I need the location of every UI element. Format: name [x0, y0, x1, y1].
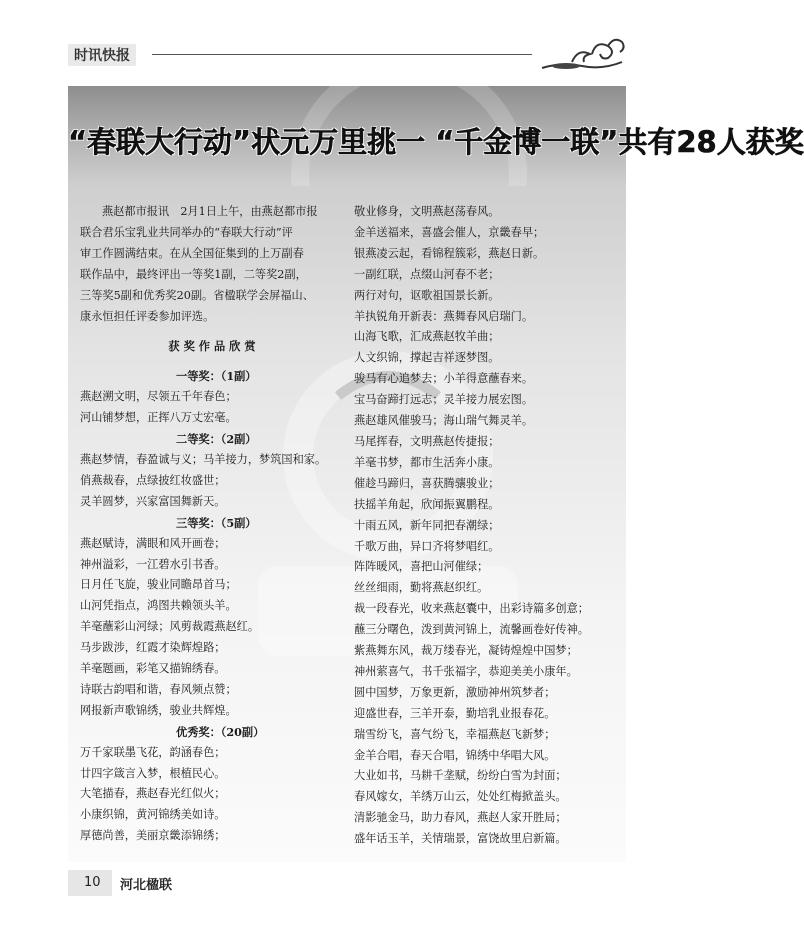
couplet-line: 金羊合唱，春天合唱，锦绣中华唱大风。	[354, 748, 556, 762]
couplet-line: 羊毫蘸彩山河绿；风剪裁霞燕赵红。	[80, 620, 260, 634]
left-column	[80, 202, 348, 847]
couplet-line: 瑞雪纷飞，喜气纷飞，幸福燕赵飞新梦；	[354, 727, 556, 741]
couplet-line: 万千家联墨飞花，韵涵春色；	[80, 745, 226, 759]
couplet-line: 羊毫书梦，都市生活奔小康。	[354, 455, 500, 469]
couplet-line: 燕赵赋诗，满眼和风开画卷；	[80, 536, 226, 550]
couplet-line: 燕赵梦情，春盈诚与义；马羊接力，梦筑国和家。	[80, 452, 327, 466]
article-body	[68, 186, 626, 862]
couplet-line: 俏燕裁春，点绿披红妆盛世；	[80, 473, 226, 487]
intro-line: 三等奖5副和优秀奖20副。省楹联学会屏福山、	[80, 288, 314, 302]
couplet-line: 马步跋涉，红霞才染辉煌路；	[80, 641, 226, 655]
couplet-line: 诗联古韵唱和谐，春风频点赞；	[80, 682, 237, 696]
intro-line: 联作品中，最终评出一等奖1副，二等奖2副，	[80, 267, 307, 281]
couplet-line: 马尾挥春，文明燕赵传捷报；	[354, 434, 500, 448]
couplet-line: 大业如书，马耕千垄赋，纷纷白雪为封面；	[354, 769, 567, 783]
headline: “春联大行动”状元万里挑一 “千金博一联”共有28人获奖	[68, 125, 804, 159]
header-rule	[152, 54, 532, 55]
couplet-line: 山河凭指点，鸿图共赖领头羊。	[80, 599, 237, 613]
couplet-line: 神州溢彩，一江碧水引书香。	[80, 557, 226, 571]
couplet-line: 裁一段春光，收来燕赵囊中，出彩诗篇多创意；	[354, 602, 589, 616]
headline-banner	[68, 86, 804, 186]
couplet-line: 千歌万曲，异口齐将梦唱红。	[354, 539, 500, 553]
couplet-line: 一副红联，点缀山河春不老；	[354, 267, 500, 281]
intro-line: 审工作圆满结束。在从全国征集到的上万副春	[80, 246, 304, 260]
couplet-line: 灵羊圆梦，兴家富国舞新天。	[80, 494, 226, 508]
couplet-line: 宝马奋蹄打远志；灵羊接力展宏图。	[354, 393, 534, 407]
couplet-line: 银燕凌云起，看锦程簇彩，燕赵日新。	[354, 246, 545, 260]
couplet-line: 迎盛世春，三羊开泰，勤培乳业报春花。	[354, 706, 556, 720]
couplet-line: 山海飞歌，汇成燕赵牧羊曲；	[354, 330, 500, 344]
award-label: 优秀奖：（20副）	[176, 724, 265, 739]
couplet-line: 燕赵雄风催骏马；海山瑞气舞灵羊。	[354, 414, 534, 428]
couplet-line: 催趁马蹄归，喜获腾骧骏业；	[354, 476, 500, 490]
couplet-line: 羊毫题画，彩笔又描锦绣春。	[80, 662, 226, 676]
award-label: 一等奖：（1副）	[176, 369, 257, 384]
couplet-line: 廿四字箴言入梦，根植民心。	[80, 766, 226, 780]
page-footer	[68, 870, 628, 900]
award-label: 二等奖：（2副）	[176, 432, 257, 447]
cloud-ornament-icon	[532, 32, 628, 76]
couplet-line: 大笔描春，燕赵春光红似火；	[80, 787, 226, 801]
couplet-line: 金羊送福来，喜盛会催人，京畿春早；	[354, 225, 545, 239]
couplet-line: 骏马有心追梦去；小羊得意蘸春来。	[354, 372, 534, 386]
couplet-line: 神州萦喜气，书千张福字，恭迎美美小康年。	[354, 664, 578, 678]
couplet-line: 紫燕舞东风，裁万缕春光，凝铸煌煌中国梦；	[354, 644, 578, 658]
section-title: 获奖作品欣赏	[168, 340, 260, 354]
publication-name: 河北楹联	[120, 878, 173, 893]
couplet-line: 清影驰金马，助力春风，燕赵人家开胜局；	[354, 811, 567, 825]
couplet-line: 厚德尚善，美丽京畿添锦绣；	[80, 829, 226, 843]
couplet-line: 丝丝细雨，勤将燕赵织红。	[354, 581, 489, 595]
couplet-line: 网报新声歌锦绣，骏业共辉煌。	[80, 703, 237, 717]
couplet-line: 蘸三分曙色，泼到黄河锦上，流馨画卷好传神。	[354, 623, 589, 637]
couplet-line: 羊执锐角开新表：燕舞春风启瑞门。	[354, 309, 534, 323]
award-label: 三等奖：（5副）	[176, 515, 257, 530]
intro-line: 联合君乐宝乳业共同举办的“春联大行动”评	[80, 225, 293, 239]
page-number: 10	[68, 870, 112, 896]
couplet-line: 敬业修身，文明燕赵荡春风。	[354, 205, 500, 218]
intro-line: 燕赵都市报讯 2月1日上午，由燕赵都市报	[102, 205, 318, 218]
intro-line: 康永恒担任评委参加评选。	[80, 309, 215, 323]
couplet-line: 日月任飞旋，骏业同瞻昂首马；	[80, 578, 237, 592]
couplet-line: 小康织锦，黄河锦绣美如诗。	[80, 808, 226, 822]
couplet-line: 十雨五风，新年同把春潮绿；	[354, 518, 500, 532]
couplet-line: 春风嫁女，羊绣万山云，处处红梅掀盖头。	[354, 790, 567, 804]
section-tag: 时讯快报	[68, 44, 136, 66]
couplet-line: 人文织锦，撑起吉祥逐梦图。	[354, 351, 500, 365]
couplet-line: 盛年话玉羊，关情瑞景，富饶故里启新篇。	[354, 832, 567, 846]
couplet-line: 河山铺梦想，正挥八万丈宏毫。	[80, 411, 237, 425]
couplet-line: 两行对句，讴歌祖国景长新。	[354, 288, 500, 302]
couplet-line: 圆中国梦，万象更新，激励神州筑梦者；	[354, 685, 556, 699]
couplet-line: 阵阵暖风，喜把山河催绿；	[354, 560, 489, 574]
couplet-line: 扶摇羊角起，欣闻振翼鹏程。	[354, 497, 500, 511]
right-column	[354, 202, 620, 850]
couplet-line: 燕赵溯文明，尽领五千年春色；	[80, 390, 237, 404]
